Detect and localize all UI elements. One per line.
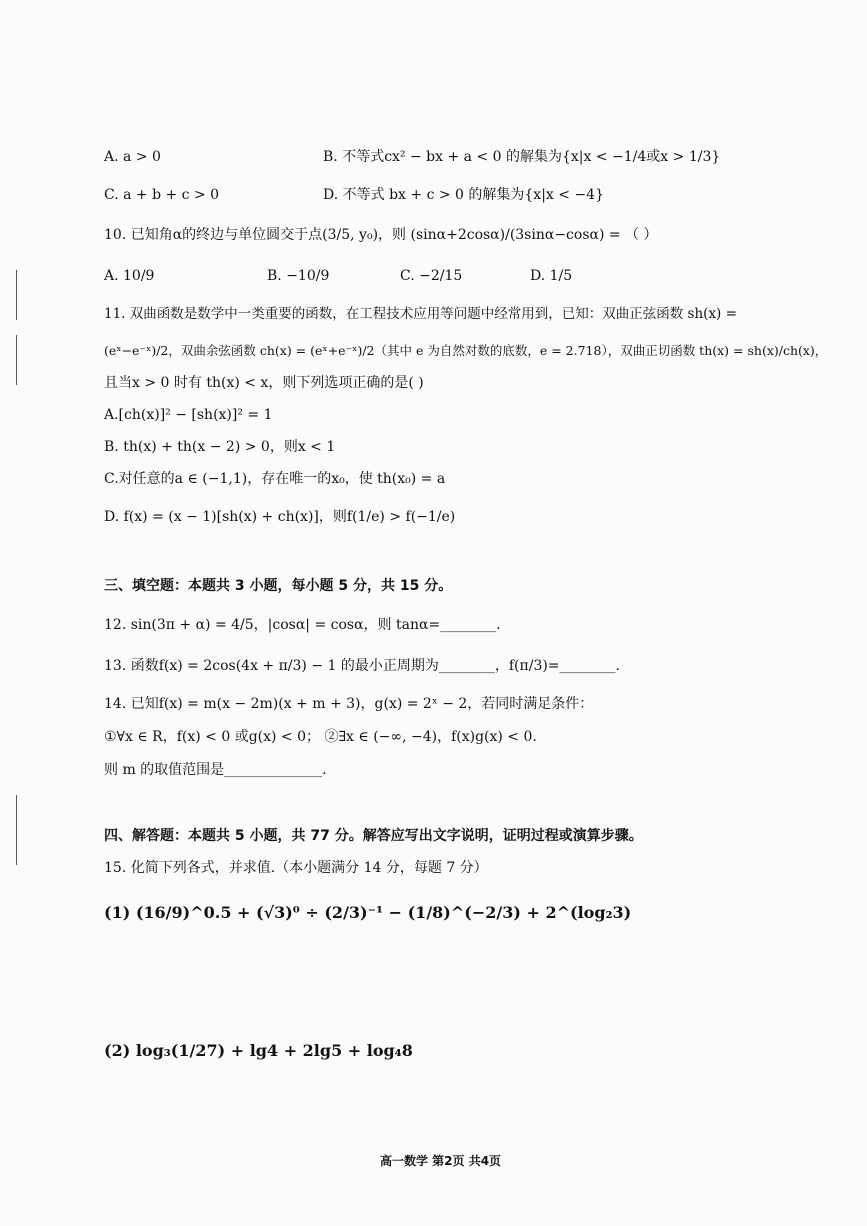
q11-option-d: D. f(x) = (x − 1)[sh(x) + ch(x)]，则f(1/e) > f(−1/e) xyxy=(104,509,456,525)
q11-line-1: 11. 双曲函数是数学中一类重要的函数，在工程技术应用等问题中经常用到，已知：双曲正弦函数 sh(x) = xyxy=(104,306,737,322)
q11-option-c: C.对任意的a ∈ (−1,1)，存在唯一的x₀，使 th(x₀) = a xyxy=(104,471,446,487)
page-footer: 高一数学 第2页 共4页 xyxy=(380,1154,502,1168)
q10-option-b: B. −10/9 xyxy=(267,268,330,284)
q9-option-c: C. a + b + c > 0 xyxy=(104,187,220,203)
section-3-heading: 三、填空题：本题共 3 小题，每小题 5 分，共 15 分。 xyxy=(104,578,453,594)
binding-mark xyxy=(16,795,17,865)
q15-part-1: (1) (16/9)^0.5 + (√3)⁰ ÷ (2/3)⁻¹ − (1/8)^(−2/3) + 2^(log₂3) xyxy=(104,903,632,922)
binding-mark xyxy=(16,335,17,385)
q15-stem: 15. 化简下列各式，并求值.（本小题满分 14 分，每题 7 分） xyxy=(104,860,488,876)
binding-mark xyxy=(16,270,17,320)
q14-line-1: 14. 已知f(x) = m(x − 2m)(x + m + 3)，g(x) = 2ˣ − 2，若同时满足条件： xyxy=(104,696,594,712)
section-4-heading: 四、解答题：本题共 5 小题，共 77 分。解答应写出文字说明，证明过程或演算步骤。 xyxy=(104,828,643,844)
q12: 12. sin(3π + α) = 4/5，|cosα| = cosα，则 tanα=________. xyxy=(104,617,501,633)
q10-option-a: A. 10/9 xyxy=(104,268,155,284)
q9-option-b: B. 不等式cx² − bx + a < 0 的解集为{x|x < −1/4或x > 1/3} xyxy=(323,149,721,165)
q11-line-3: 且当x > 0 时有 th(x) < x，则下列选项正确的是( ) xyxy=(104,375,424,391)
q10-option-c: C. −2/15 xyxy=(400,268,463,284)
q13: 13. 函数f(x) = 2cos(4x + π/3) − 1 的最小正周期为________，f(π/3)=________. xyxy=(104,658,620,674)
q11-option-a: A.[ch(x)]² − [sh(x)]² = 1 xyxy=(104,407,273,423)
q11-option-b: B. th(x) + th(x − 2) > 0，则x < 1 xyxy=(104,439,336,455)
q11-line-2: (eˣ−e⁻ˣ)/2，双曲余弦函数 ch(x) = (eˣ+e⁻ˣ)/2（其中 e 为自然对数的底数，e = 2.718），双曲正切函数 th(x) = sh(x)/ch(x)， xyxy=(104,343,828,358)
q10-stem: 10. 已知角α的终边与单位圆交于点(3/5, y₀)，则 (sinα+2cosα)/(3sinα−cosα) = （ ） xyxy=(104,227,658,243)
q14-line-3: 则 m 的取值范围是______________. xyxy=(104,762,327,778)
q10-option-d: D. 1/5 xyxy=(530,268,573,284)
q9-option-a: A. a > 0 xyxy=(104,149,161,165)
q15-part-2: (2) log₃(1/27) + lg4 + 2lg5 + log₄8 xyxy=(104,1041,413,1060)
q9-option-d: D. 不等式 bx + c > 0 的解集为{x|x < −4} xyxy=(323,187,604,203)
q14-line-2: ①∀x ∈ R，f(x) < 0 或g(x) < 0； ②∃x ∈ (−∞, −4)，f(x)g(x) < 0. xyxy=(104,729,537,745)
